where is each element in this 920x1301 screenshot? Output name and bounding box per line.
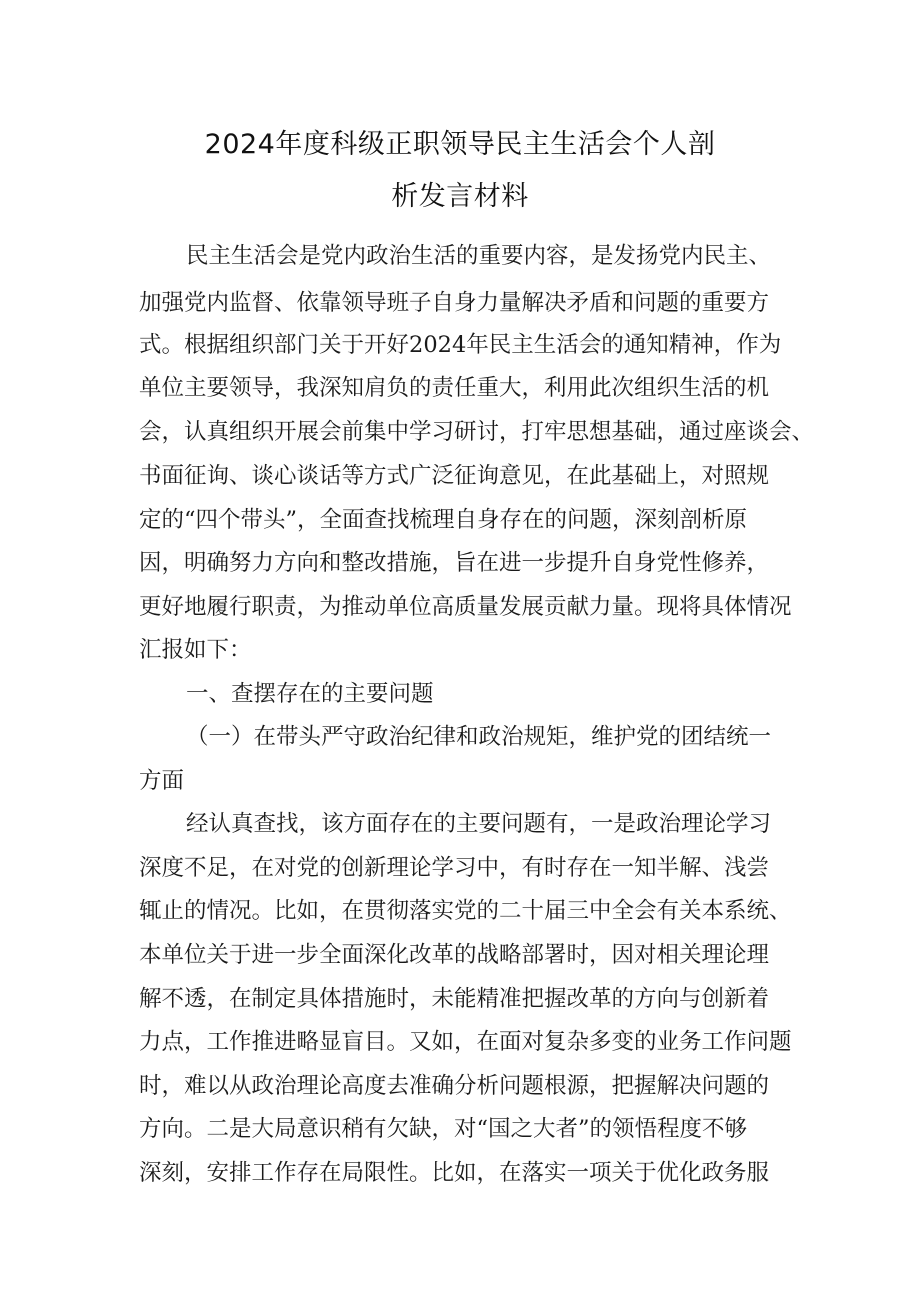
body-line: 汇报如下： xyxy=(139,637,252,663)
body-line: 方向。二是大局意识稍有欠缺，对“国之大者”的领悟程度不够 xyxy=(139,1116,748,1142)
body-line: 加强党内监督、依靠领导班子自身力量解决矛盾和问题的重要方 xyxy=(139,290,770,316)
body-line: 单位主要领导，我深知肩负的责任重大，利用此次组织生活的机 xyxy=(139,375,770,401)
subsection-heading-cont: 方面 xyxy=(139,768,185,794)
body-line: 本单位关于进一步全面深化改革的战略部署时，因对相关理论理 xyxy=(139,942,770,968)
body-line: 式。根据组织部门关于开好2024年民主生活会的通知精神，作为 xyxy=(139,332,782,358)
body-line: 因，明确努力方向和整改措施，旨在进一步提升自身党性修养， xyxy=(139,550,770,576)
body-line: 解不透，在制定具体措施时，未能精准把握改革的方向与创新着 xyxy=(139,986,770,1012)
body-line: 经认真查找，该方面存在的主要问题有，一是政治理论学习 xyxy=(186,811,772,837)
body-line: 会，认真组织开展会前集中学习研讨，打牢思想基础，通过座谈会、 xyxy=(139,419,815,445)
document-title-line-2: 析发言材料 xyxy=(391,181,529,212)
body-line: 更好地履行职责，为推动单位高质量发展贡献力量。现将具体情况 xyxy=(139,594,792,620)
body-line: 深刻，安排工作存在局限性。比如，在落实一项关于优化政务服 xyxy=(139,1160,770,1186)
body-line: 时，难以从政治理论高度去准确分析问题根源，把握解决问题的 xyxy=(139,1073,770,1099)
document-title-line-1: 2024年度科级正职领导民主生活会个人剖 xyxy=(204,129,716,160)
subsection-heading: （一）在带头严守政治纪律和政治规矩，维护党的团结统一 xyxy=(186,724,772,750)
body-line: 民主生活会是党内政治生活的重要内容，是发扬党内民主、 xyxy=(186,243,772,269)
section-heading: 一、查摆存在的主要问题 xyxy=(186,681,434,707)
body-line: 辄止的情况。比如，在贯彻落实党的二十届三中全会有关本系统、 xyxy=(139,898,792,924)
body-line: 书面征询、谈心谈话等方式广泛征询意见，在此基础上，对照规 xyxy=(139,463,770,489)
body-line: 力点，工作推进略显盲目。又如，在面对复杂多变的业务工作问题 xyxy=(139,1029,792,1055)
body-line: 定的“四个带头”，全面查找梳理自身存在的问题，深刻剖析原 xyxy=(139,507,748,533)
body-line: 深度不足，在对党的创新理论学习中，有时存在一知半解、浅尝 xyxy=(139,855,770,881)
